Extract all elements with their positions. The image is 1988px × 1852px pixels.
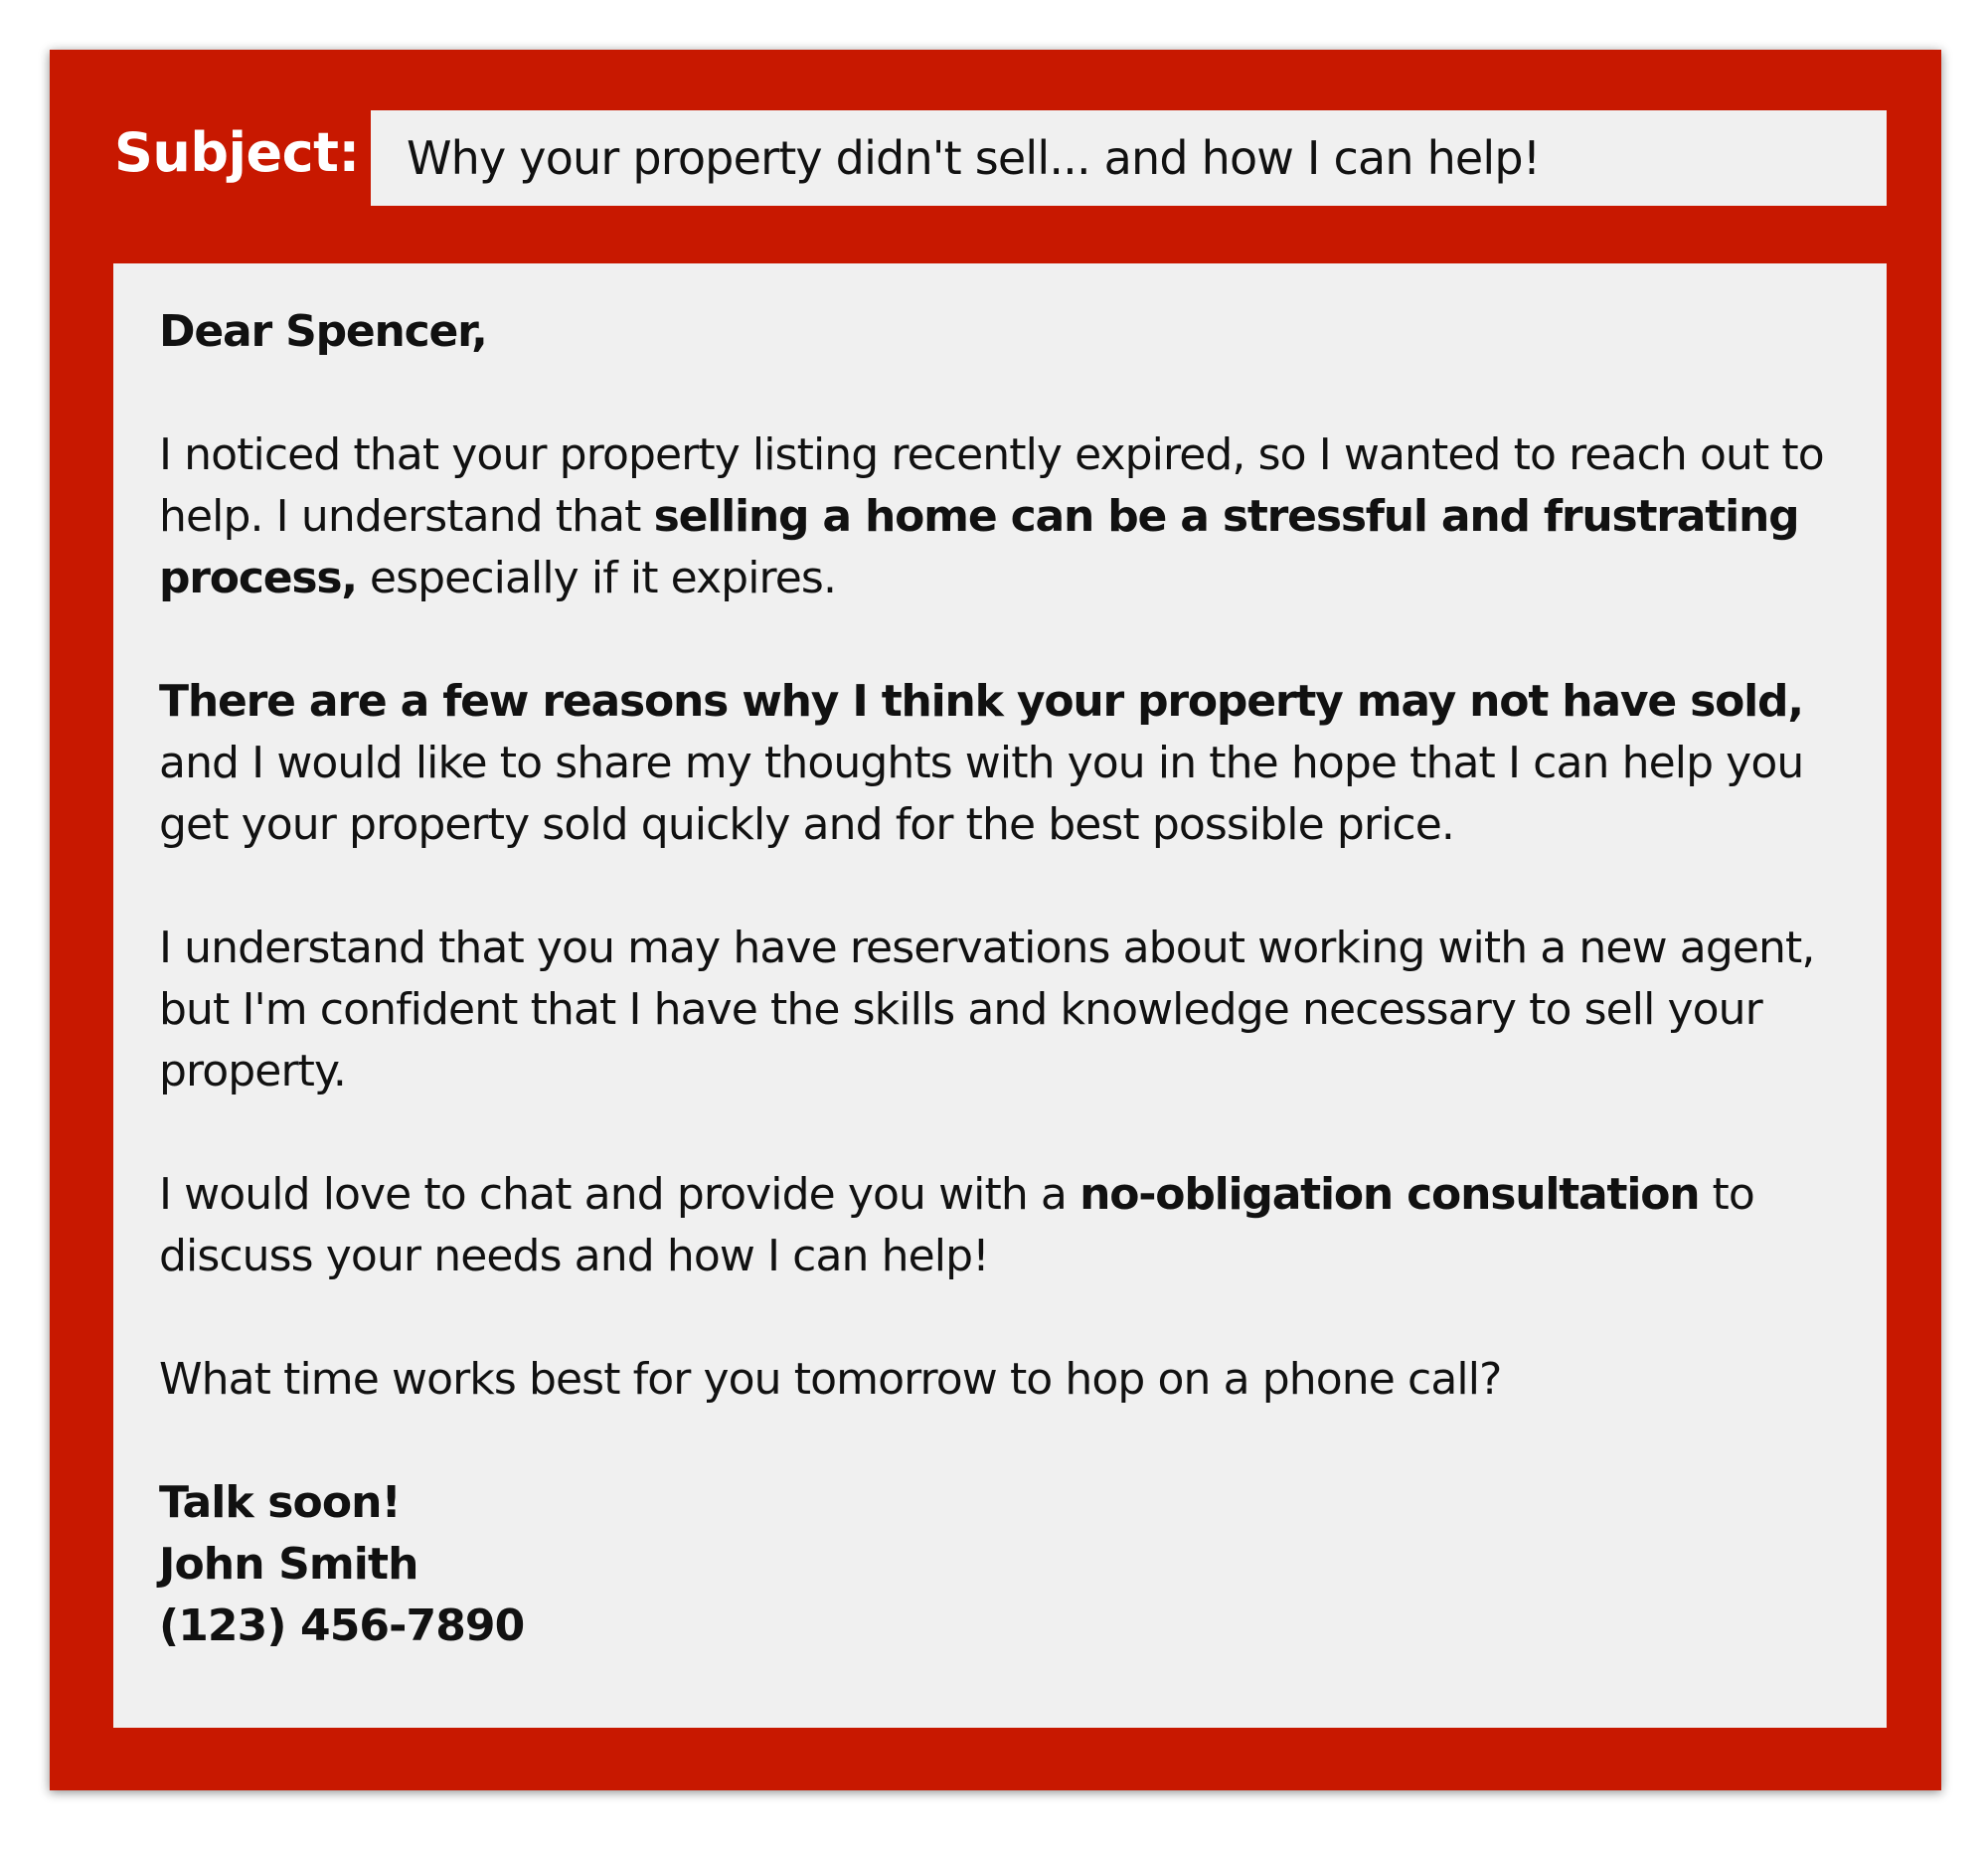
signoff: Talk soon!: [159, 1477, 401, 1528]
paragraph-1-bold: selling a home can be a stressful and frustrating process,: [159, 491, 1799, 603]
paragraph-2: [159, 671, 1843, 856]
sender-name: John Smith: [159, 1539, 418, 1590]
paragraph-1-text-b: especially if it expires.: [356, 553, 837, 603]
paragraph-3: I understand that you may have reservations about working with a new agent, but I'm confident that I have the skills and knowledge necessary to sell your property.: [159, 923, 1815, 1096]
greeting-text: Dear Spencer,: [159, 306, 487, 357]
paragraph-1-text-a: I noticed that your property listing recently expired, so I wanted to reach out to help. I understand that: [159, 429, 1824, 542]
paragraph-5: What time works best for you tomorrow to hop on a phone call?: [159, 1354, 1502, 1405]
paragraph-2-bold: There are a few reasons why I think your property may not have sold,: [159, 676, 1803, 727]
subject-label: Subject:: [114, 121, 360, 184]
greeting: [159, 301, 1843, 363]
paragraph-2-text: and I would like to share my thoughts with you in the hope that I can help you get your property sold quickly and for the best possible price.: [159, 738, 1804, 850]
paragraph-1: [159, 424, 1843, 609]
paragraph-4-text-b: to discuss your needs and how I can help!: [159, 1169, 1754, 1281]
email-frame: [50, 50, 1941, 1790]
subject-field: [371, 110, 1887, 206]
subject-text: Why your property didn't sell... and how I can help!: [407, 131, 1541, 185]
paragraph-4-bold: no-obligation consultation: [1079, 1169, 1700, 1220]
paragraph-4-text-a: I would love to chat and provide you with a: [159, 1169, 1080, 1220]
email-body: [113, 263, 1887, 1728]
paragraph-4: [159, 1164, 1843, 1287]
sender-phone: (123) 456-7890: [159, 1600, 525, 1651]
